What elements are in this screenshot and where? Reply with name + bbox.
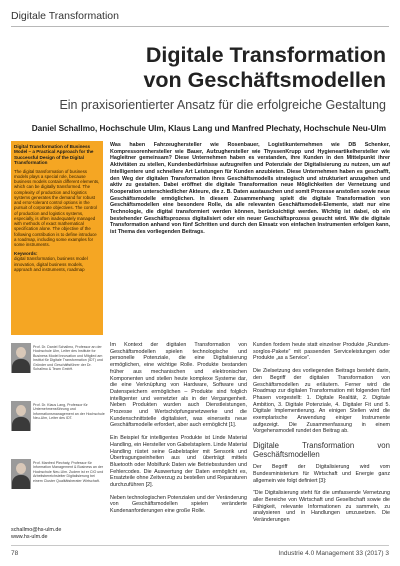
- abstract-text: The digital transformation of business models plays a special role, because business models contain different elements, which can be digitally transformed. The complexity of production and logistics systems generates the demand for robust and error-tolerant control options in the pursuit of corporate objectives. The control of production and logistics systems, especially, is often inadequately managed with methods of exact mathematical specification alone. The objective of the following contribution is to define introduce a roadmap, including some examples for some instruments.: [14, 168, 100, 248]
- body-paragraph: Neben technologischen Potenzialen und der Veränderung von Geschäftsmodellen spielen veränderte Kundenanforderungen eine große Rolle.: [110, 494, 247, 515]
- contact-email[interactable]: schallmo@hs-ulm.de: [11, 527, 62, 533]
- author-bio-lang: Prof. Dr. Klaus Lang, Professor für Unternehmensführung und Informationsmanagement an der Hochschule Neu-Ulm, Leiter des IDT.: [33, 403, 105, 421]
- article-subtitle: Ein praxisorientierter Ansatz für die erfolgreiche Gestaltung: [59, 98, 386, 112]
- lead-paragraph: Was haben Fahrzeughersteller wie Rosenbauer, Logistikunternehmen wie DB Schenker, Kompressorenhersteller wie Bauer, Aufzughersteller wie ThyssenKrupp und Hygieneartikelhersteller wie Hagleitner gemeinsam? Diese Unternehmen haben es verstanden, ihre Kunden in den Mittelpunkt ihrer Aktivitäten zu stellen, Kundenbedürfnisse aufzugreifen und Potenziale der Digitalisierung zu nutzen, um auf Intelligentere und schnellere Art Leistungen für Kunden anzubieten. Diese Unternehmen haben es geschafft, den Weg der digitalen Transformation ihres Geschäftsmodells strategisch und strukturiert anzugehen und aktiv zu gestalten. Dabei eröffnet die digitale Transformation neue Möglichkeiten der Vernetzung und Kooperation unterschiedlicher Akteure, die z. B. Daten austauschen und somit Prozesse anstoßen sowie neue Geschäftsmodelle ermöglichen. In diesem Zusammenhang spielt die digitale Transformation von Geschäftsmodellen eine besondere Rolle, da alle relevanten Geschäftsmodell-Elemente, statt nur eine Technologie, die digital transformiert werden können, berücksichtigt werden. Wichtig ist dabei, ob ein bestehender Geschäftsprozess digitalisiert oder ein neuer Geschäftsprozess gesucht wird. Wie die digitale Transformation anhand von fünf Schritten und durch den Einsatz von einfachen Instrumenten erfolgen kann, ist Thema des vorliegenden Beitrags.: [110, 142, 390, 236]
- body-paragraph: “Die Digitalisierung steht für die umfassende Vernetzung aller Bereiche von Wirtschaft und Gesellschaft sowie die Fähigkeit, relevante Informationen zu sammeln, zu analysieren und in Handlungen umzusetzen. Die Veränderungen: [253, 490, 390, 524]
- body-column-middle: [110, 342, 247, 521]
- english-abstract-box: [11, 141, 103, 335]
- section-label: Digitale Transformation: [11, 10, 119, 22]
- title-line-2: von Geschäftsmodellen: [143, 68, 386, 92]
- body-paragraph: Im Kontext der digitalen Transformation von Geschäftsmodellen spielen technologische und personelle Potenziale, die eine Digitalisierung ermöglichen, eine wichtige Rolle. Produkte bestanden früher aus mechanischen und elektronischen Komponenten und stellen heute komplexe Systeme dar, die eine Verknüpfung von Hardware, Software und Datenspeichern ermöglichen – Produkte sind folglich intelligenter und vernetzter als in der Vergangenheit. Neben Produkten wurden auch Dienstleistungen, Prozesse und Wertschöpfungsnetzwerke und die Kundenschnittstelle digitalisiert, was einerseits neue Geschäftsmodelle erfordert, aber auch ermöglicht [1].: [110, 342, 247, 429]
- abstract-title: Digital Transformation of Business Model – a Practical Approach for the Successful Design of the Digital Transformation: [14, 144, 94, 166]
- contact-block: [11, 527, 61, 541]
- keywords-label: Keywords:: [14, 251, 38, 257]
- author-photo-lang: [11, 401, 31, 431]
- body-paragraph: Kunden fordern heute statt einzelner Produkte „Rundum-sorglos-Pakete“ mit passenden Serviceleistungen oder Produkte „as a Service“.: [253, 342, 390, 362]
- author-photo-plechaty: [11, 459, 31, 489]
- section-heading: Digitale Transformation von Geschäftsmodellen: [253, 441, 390, 460]
- author-bio-schallmo: Prof. Dr. Daniel Schallmo, Professor an der Hochschule Ulm, Leiter des Institute for Business Model Innovation und Mitglied am Institut für Digitale Transformation (IDT) und Gründer und Geschäftsführer der Dr. Schallmo & Team GmbH.: [33, 345, 103, 372]
- page-number: 78: [11, 550, 19, 557]
- journal-citation: Industrie 4.0 Management 33 (2017) 3: [278, 550, 389, 557]
- body-paragraph: Der Begriff der Digitalisierung wird vom Bundesministerium für Wirtschaft und Energie ganz allgemein wie folgt definiert [3]:: [253, 464, 390, 484]
- footer-rule: [11, 545, 389, 546]
- body-paragraph: Ein Beispiel für intelligentes Produkte ist Linde Material Handling, ein Hersteller von Gabelstaplern. Linde Material Handling rüstet seine Gabelstapler mit Sensorik und Übertragungseinheiten aus und überträgt mittels Bluetooth oder Mobilfunk Daten wie Betriebsstunden und Fehlercodes. Die Auswertung der Daten ermöglicht es, Ersatzteile ohne Zeitverzug zu bestellen und Reparaturen durchzuführen [2].: [110, 435, 247, 489]
- title-line-1: Digitale Transformation: [145, 43, 386, 67]
- body-column-right: [253, 342, 390, 530]
- author-photo-schallmo: [11, 343, 31, 373]
- contact-website[interactable]: www.hs-ulm.de: [11, 534, 48, 540]
- article-title: [11, 43, 386, 93]
- author-bio-plechaty: Prof. Manfred Plechaty, Professor für Information Management & Business an der Hochschule Neu-Ulm. Zudem ist er CIO und Arbeitsbereichsleiter Digitalisierung bei einem Cluster Qualitätsberater Wirtschaft.: [33, 461, 104, 483]
- body-paragraph: Die Zielsetzung des vorliegenden Beitrags besteht darin, den Begriff der digitalen Transformation von Geschäftsmodellen zu erläutern. Ferner wird die Roadmap zur digitalen Transformation mit folgenden fünf Phasen vorgestellt: 1. Digitale Realität, 2. Digitale Ambition, 3. Digitale Potenziale, 4. Digitaler Fit und 5. Digitale Implementierung. An einigen Stellen wird die exemplarische Anwendung einiger Instrumente aufgezeigt. Die Zusammenfassung in einem Vorgehensmodell rundet den Beitrag ab.: [253, 368, 390, 435]
- header-rule: [11, 26, 389, 27]
- keywords-text: digital transformation, business model innovation, digital business models, approach and instruments, roadmap: [14, 256, 88, 272]
- author-line: Daniel Schallmo, Hochschule Ulm, Klaus Lang und Manfred Plechaty, Hochschule Neu-Ulm: [31, 124, 386, 133]
